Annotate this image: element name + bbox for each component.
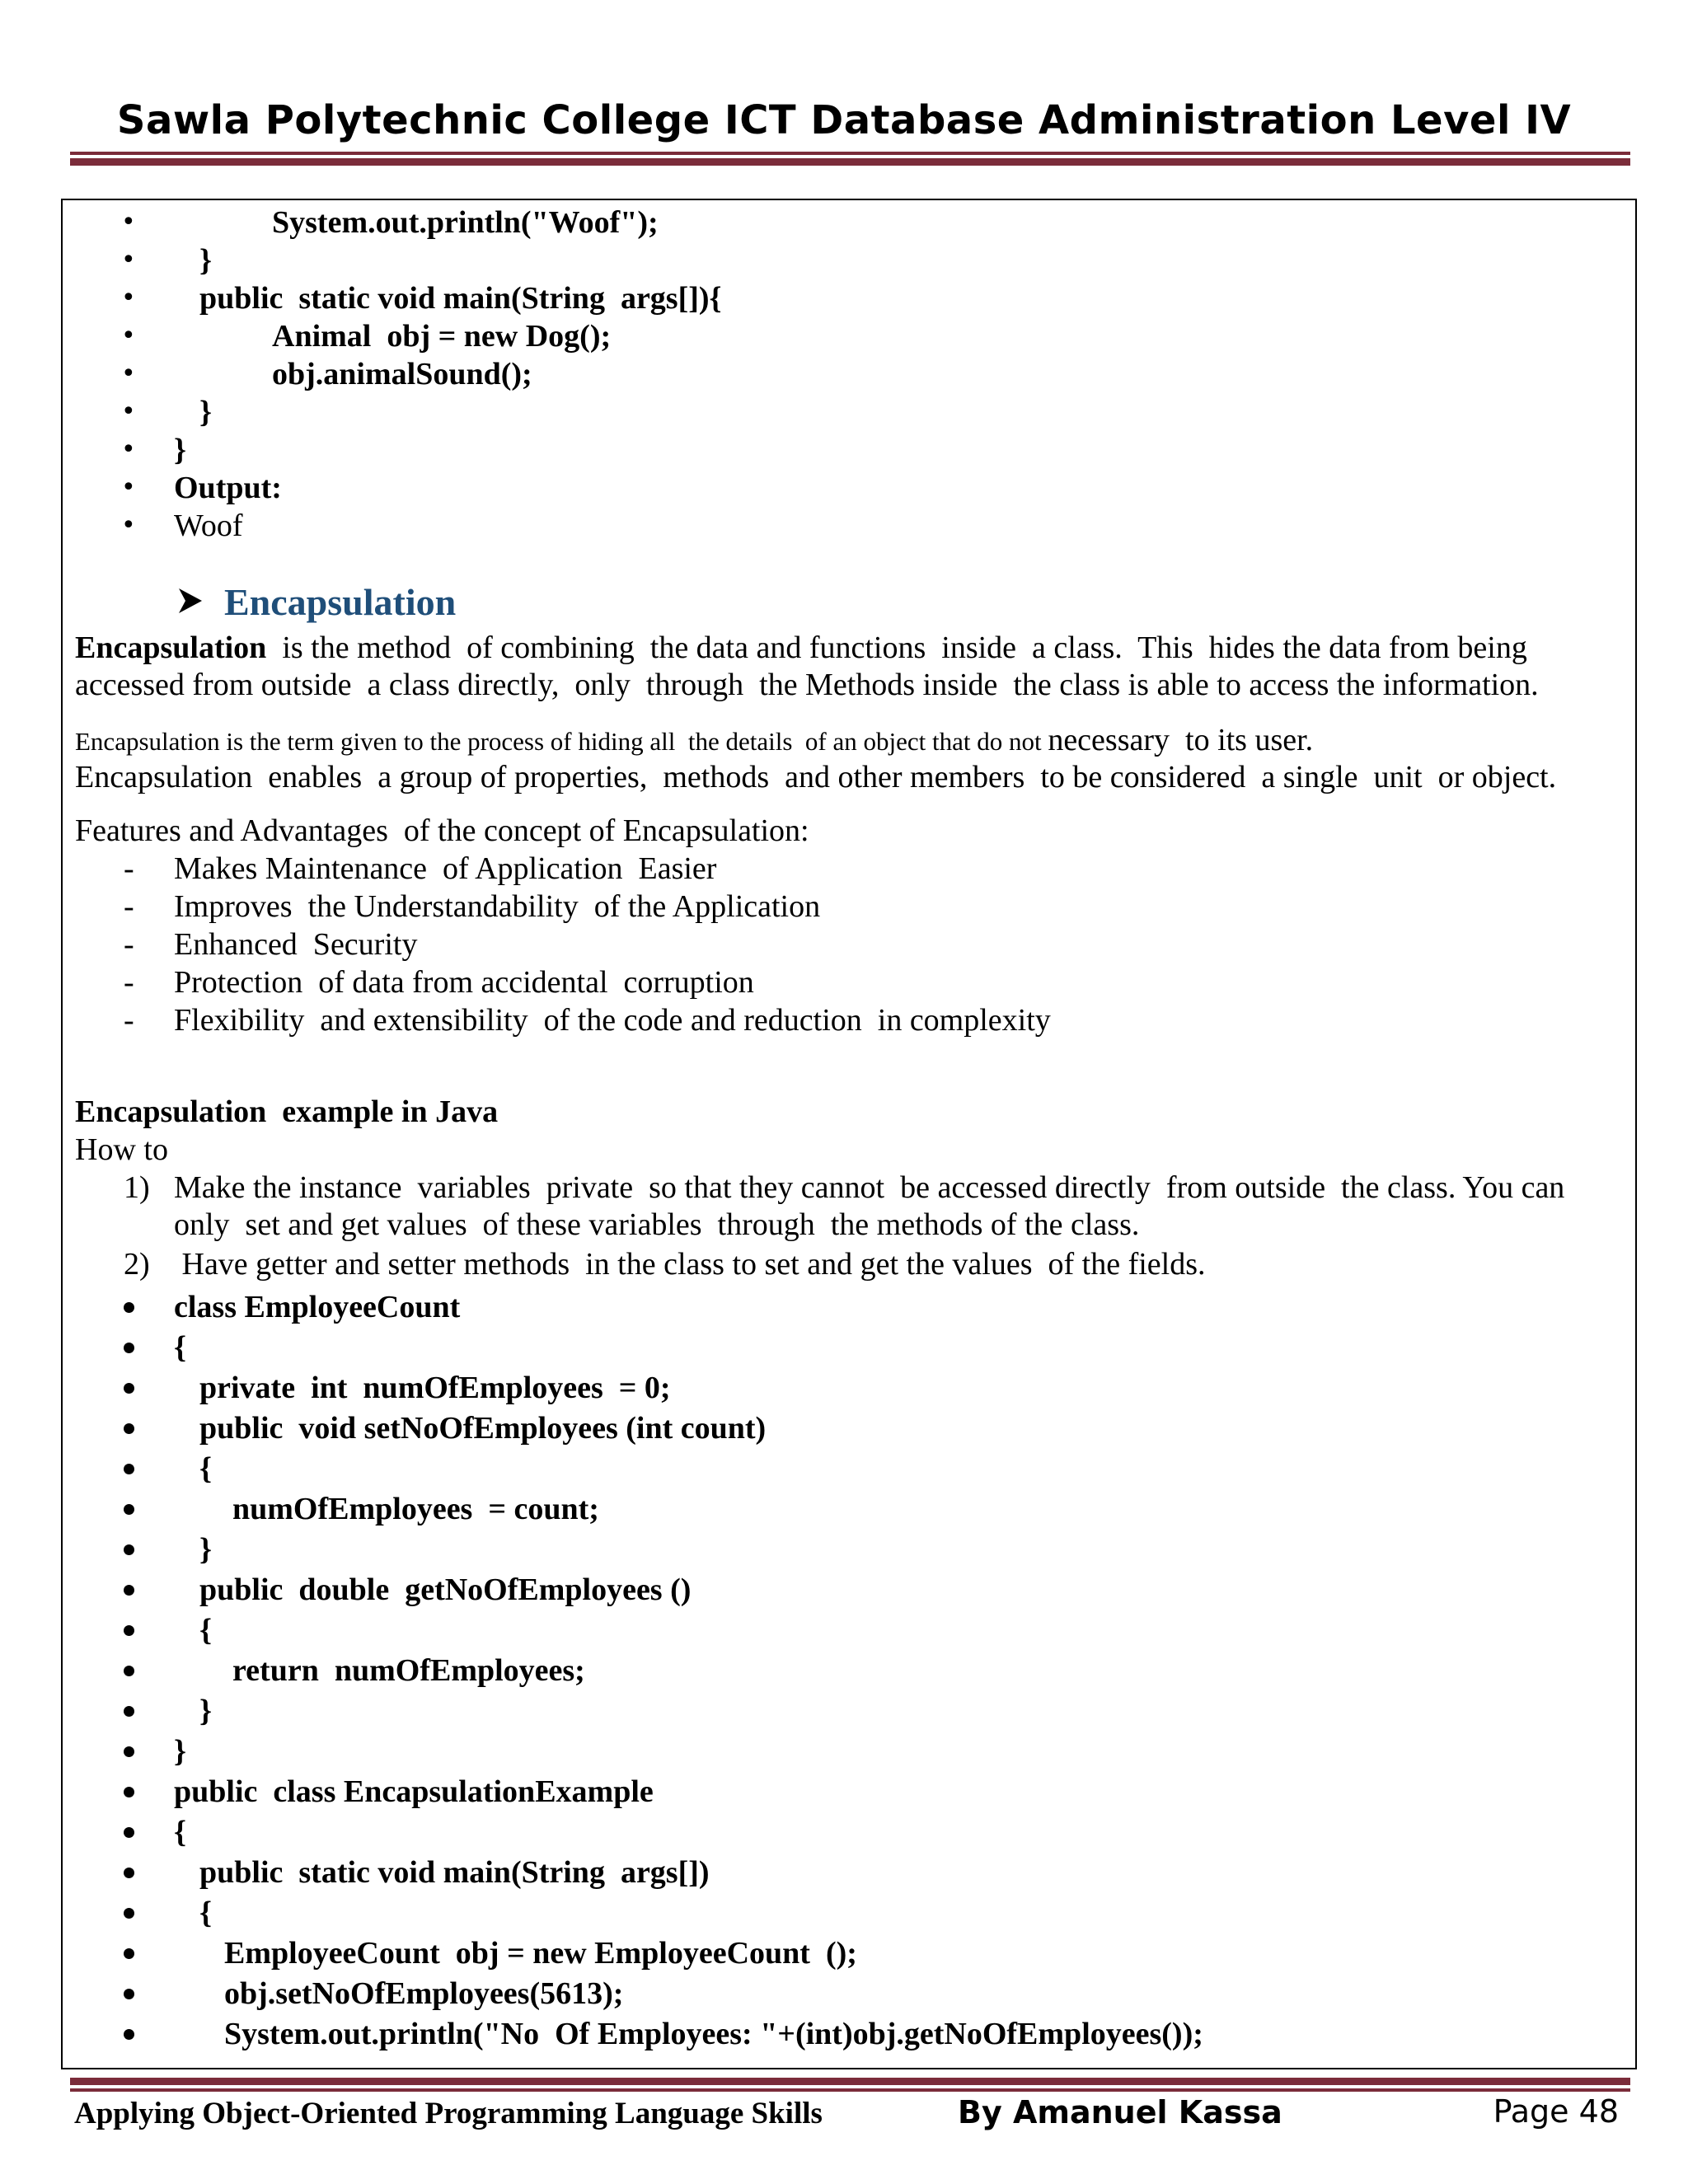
arrow-bullet-icon (177, 587, 204, 615)
example-title: Encapsulation example in Java (75, 1094, 499, 1129)
encapsulation-enables-line: Encapsulation enables a group of properties, methods and other members to be considered a single unit or object. (75, 760, 1557, 794)
bullet-icon: • (121, 246, 136, 274)
note-large-text: necessary to its user. (1048, 723, 1314, 757)
step-text: Make the instance variables private so that they cannot be accessed directly from outside the class. You can (174, 1170, 1565, 1205)
intro-paragraph-line-1 (75, 630, 1527, 666)
step-number: 2) (124, 1247, 150, 1282)
code-line: private int numOfEmployees = 0; (199, 1371, 671, 1405)
bullet-icon (124, 1868, 134, 1878)
code-line: System.out.println("No Of Employees: "+(int)obj.getNoOfEmployees()); (224, 2017, 1203, 2051)
bullet-icon (124, 1706, 134, 1717)
list-item: Makes Maintenance of Application Easier (174, 851, 717, 886)
dash-icon: - (124, 889, 134, 924)
bullet-icon (124, 1383, 134, 1394)
step-text: only set and get values of these variables through the methods of the class. (174, 1207, 1140, 1242)
bullet-icon (124, 1787, 134, 1797)
code-line: { (199, 1896, 212, 1930)
intro-term: Encapsulation (75, 630, 267, 665)
dash-icon: - (124, 851, 134, 886)
code-line: public class EncapsulationExample (174, 1774, 654, 1809)
code-line: class EmployeeCount (174, 1290, 461, 1324)
encapsulation-note (75, 722, 1313, 760)
bullet-icon (124, 1302, 134, 1313)
code-line: } (199, 1532, 212, 1567)
features-title: Features and Advantages of the concept of Encapsulation: (75, 813, 809, 848)
bullet-icon: • (121, 435, 136, 464)
header-rule-thin (70, 152, 1630, 155)
code-line: { (174, 1330, 186, 1365)
bullet-icon (124, 1908, 134, 1919)
code-line: } (199, 1694, 212, 1728)
code-line: public void setNoOfEmployees (int count) (199, 1411, 767, 1446)
code-line: public double getNoOfEmployees () (199, 1572, 692, 1607)
step-text: Have getter and setter methods in the class to set and get the values of the fields. (174, 1247, 1206, 1282)
output-label: Output: (174, 471, 282, 505)
bullet-icon: • (121, 473, 136, 502)
code-line: } (199, 395, 212, 429)
section-heading: Encapsulation (224, 581, 457, 623)
bullet-icon (124, 2029, 134, 2040)
bullet-icon (124, 1746, 134, 1757)
code-line: EmployeeCount obj = new EmployeeCount (); (224, 1936, 857, 1971)
step-number: 1) (124, 1170, 150, 1205)
dash-icon: - (124, 1003, 134, 1038)
code-line: Animal obj = new Dog(); (272, 319, 612, 354)
list-item: Enhanced Security (174, 927, 418, 962)
bullet-icon: • (121, 208, 136, 237)
bullet-icon (124, 1423, 134, 1434)
bullet-icon (124, 1989, 134, 1999)
bullet-icon (124, 1625, 134, 1636)
code-line: } (174, 433, 186, 467)
list-item: Flexibility and extensibility of the code and reduction in complexity (174, 1003, 1051, 1038)
code-line: public static void main(String args[]){ (199, 281, 722, 316)
footer-author: By Amanuel Kassa (958, 2094, 1282, 2130)
code-line: { (174, 1815, 186, 1849)
bullet-icon (124, 1585, 134, 1596)
code-line: } (199, 243, 212, 278)
intro-text: is the method of combining the data and functions inside a class. This hides the data from being (266, 630, 1527, 665)
code-line: System.out.println("Woof"); (272, 205, 659, 240)
footer-rule-thick (70, 2078, 1630, 2085)
footer-rule-thin (70, 2088, 1630, 2092)
dash-icon: - (124, 965, 134, 1000)
how-to-label: How to (75, 1132, 168, 1167)
code-line: { (199, 1613, 212, 1647)
bullet-icon (124, 1544, 134, 1555)
output-value: Woof (174, 509, 243, 543)
bullet-icon (124, 1464, 134, 1474)
footer-page-number: Page 48 (1493, 2093, 1619, 2130)
header-rule-thick (70, 158, 1630, 166)
bullet-icon (124, 1343, 134, 1353)
code-line: public static void main(String args[]) (199, 1855, 710, 1890)
bullet-icon (124, 1666, 134, 1676)
code-line: return numOfEmployees; (232, 1653, 585, 1688)
note-small-text: Encapsulation is the term given to the process of hiding all the details of an object that do not (75, 727, 1048, 756)
code-line: obj.setNoOfEmployees(5613); (224, 1976, 624, 2011)
code-line: obj.animalSound(); (272, 357, 532, 391)
bullet-icon: • (121, 284, 136, 312)
dash-icon: - (124, 927, 134, 962)
bullet-icon: • (121, 511, 136, 540)
list-item: Protection of data from accidental corruption (174, 965, 754, 1000)
bullet-icon (124, 1504, 134, 1515)
bullet-icon: • (121, 397, 136, 426)
bullet-icon: • (121, 359, 136, 388)
code-line: numOfEmployees = count; (232, 1492, 599, 1526)
list-item: Improves the Understandability of the Application (174, 889, 821, 924)
page-header-title: Sawla Polytechnic College ICT Database Administration Level IV (116, 97, 1572, 143)
code-line: { (199, 1451, 212, 1486)
bullet-icon (124, 1948, 134, 1959)
footer-course-title: Applying Object-Oriented Programming Language Skills (74, 2097, 823, 2130)
intro-paragraph-line-2: accessed from outside a class directly, only through the Methods inside the class is able to access the information. (75, 668, 1539, 702)
bullet-icon (124, 1827, 134, 1838)
bullet-icon: • (121, 321, 136, 350)
code-line: } (174, 1734, 186, 1769)
